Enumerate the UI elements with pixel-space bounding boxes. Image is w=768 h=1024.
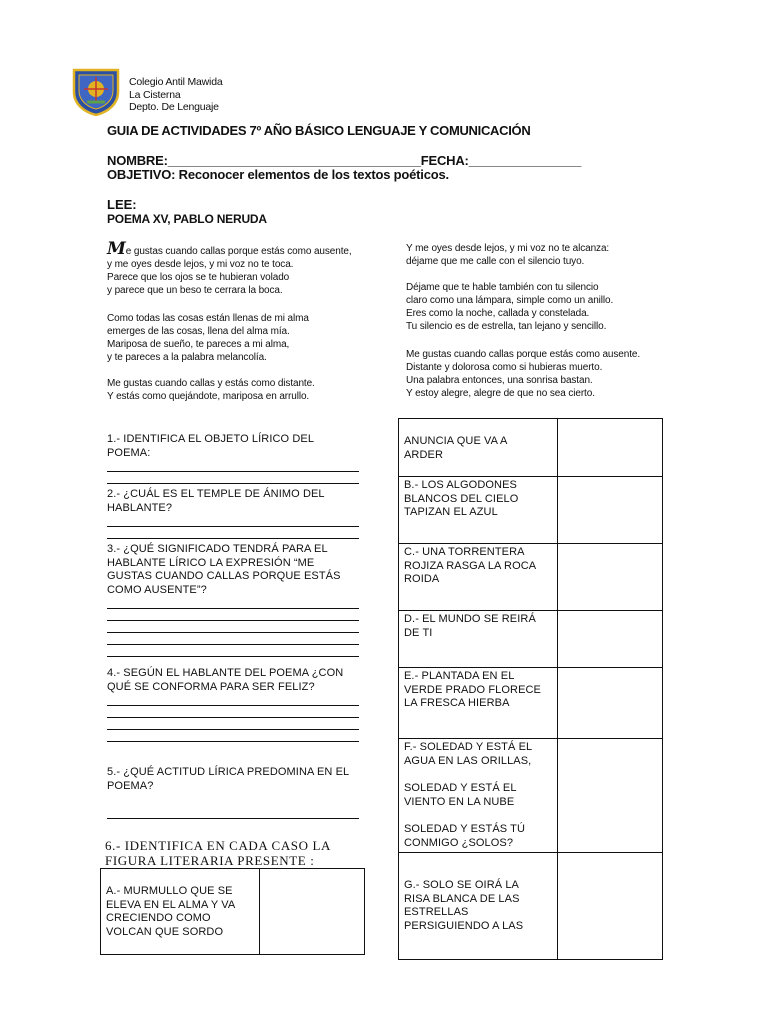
school-crest-logo xyxy=(70,66,122,116)
answer-line[interactable] xyxy=(107,706,359,718)
poem-line: Me gustas cuando callas y estás como distante. xyxy=(107,378,315,389)
poem-line: Eres como la noche, callada y constelada. xyxy=(406,308,590,319)
poem-line: y parece que un beso te cerrara la boca. xyxy=(107,285,283,296)
poem-line: Mariposa de sueño, te pareces a mi alma, xyxy=(107,339,290,350)
question-text: POEMA: xyxy=(107,446,151,459)
answer-line[interactable] xyxy=(107,730,359,742)
poem-line: emerges de las cosas, llena del alma mía. xyxy=(107,326,290,337)
school-location: La Cisterna xyxy=(129,88,181,101)
poem-line: Y estás como quejándote, mariposa en arrullo. xyxy=(107,391,310,402)
poem-stanza-5 xyxy=(406,281,613,333)
answer-line[interactable] xyxy=(107,645,359,657)
poem-title: POEMA XV, PABLO NERUDA xyxy=(107,212,267,226)
figure-text: B.- LOS ALGODONES xyxy=(404,479,517,491)
spacer xyxy=(404,809,552,823)
figure-text: SOLEDAD Y ESTÁS TÚ xyxy=(404,823,526,835)
answer-line[interactable] xyxy=(107,621,359,633)
figure-text: VIENTO EN LA NUBE xyxy=(404,795,515,808)
poem-line: Me gustas cuando callas porque estás como ausente. xyxy=(406,349,641,360)
question-1 xyxy=(107,433,369,484)
figure-text: PERSIGUIENDO A LAS xyxy=(404,919,524,932)
answer-cell[interactable] xyxy=(260,869,365,955)
poem-stanza-4 xyxy=(406,242,609,268)
table-row xyxy=(101,869,365,955)
figure-cell-d xyxy=(399,611,558,668)
poem-line: Tu silencio es de estrella, tan lejano y sencillo. xyxy=(406,321,607,332)
answer-line[interactable] xyxy=(107,633,359,645)
objective: OBJETIVO: Reconocer elementos de los textos poéticos. xyxy=(107,167,449,182)
school-department: Depto. De Lenguaje xyxy=(129,101,219,113)
table-row xyxy=(399,739,663,853)
question-text: FIGURA LITERARIA PRESENTE : xyxy=(105,853,315,868)
figure-cell-e xyxy=(399,668,558,739)
poem-stanza-3 xyxy=(107,377,315,403)
table-row xyxy=(399,477,663,544)
figure-text: CONMIGO ¿SOLOS? xyxy=(404,836,514,849)
answer-line[interactable] xyxy=(107,609,359,621)
figure-text: G.- SOLO SE OIRÁ LA xyxy=(404,879,519,891)
poem-line: Parece que los ojos se te hubieran volado xyxy=(107,272,290,283)
poem-line: Y estoy alegre, alegre de que no sea cierto. xyxy=(406,388,595,399)
drop-cap: M xyxy=(107,239,126,259)
answer-line[interactable] xyxy=(107,527,359,539)
figure-text: ELEVA EN EL ALMA Y VA xyxy=(106,898,236,911)
figure-cell-g xyxy=(399,853,558,960)
figure-cell-b xyxy=(399,477,558,544)
poem-line: Distante y dolorosa como si hubieras muerto. xyxy=(406,362,603,373)
table-row xyxy=(399,419,663,477)
table-row xyxy=(399,853,663,960)
figure-cell-a xyxy=(101,869,260,955)
spacer xyxy=(404,768,552,782)
poem-line: y te pareces a la palabra melancolía. xyxy=(107,352,267,363)
school-info xyxy=(129,76,222,114)
question-6 xyxy=(105,838,331,868)
page-title: GUIA DE ACTIVIDADES 7º AÑO BÁSICO LENGUAJE Y COMUNICACIÓN xyxy=(107,123,531,138)
answer-line[interactable] xyxy=(107,694,359,706)
figure-text: ARDER xyxy=(404,448,444,461)
figure-text: RISA BLANCA DE LAS xyxy=(404,892,520,905)
poem-stanza-2 xyxy=(107,312,309,364)
figures-table-left xyxy=(100,868,365,955)
figure-cell-c xyxy=(399,544,558,611)
answer-cell[interactable] xyxy=(558,668,663,739)
school-name: Colegio Antil Mawida xyxy=(129,76,223,88)
figure-text: D.- EL MUNDO SE REIRÁ xyxy=(404,613,536,625)
answer-line[interactable] xyxy=(107,807,359,819)
poem-line: claro como una lámpara, simple como un anillo. xyxy=(406,295,614,306)
answer-cell[interactable] xyxy=(558,853,663,960)
figure-text: SOLEDAD Y ESTÁ EL xyxy=(404,782,517,794)
question-text: QUÉ SE CONFORMA PARA SER FELIZ? xyxy=(107,680,315,693)
poem-line: y me oyes desde lejos, y mi voz no te toca. xyxy=(107,259,294,270)
poem-line xyxy=(107,239,352,259)
answer-cell[interactable] xyxy=(558,419,663,477)
figure-text: E.- PLANTADA EN EL xyxy=(404,670,515,682)
figure-text: VOLCAN QUE SORDO xyxy=(106,925,224,938)
figure-text: ANUNCIA QUE VA A xyxy=(404,435,508,447)
figure-text: C.- UNA TORRENTERA xyxy=(404,546,525,558)
table-row xyxy=(399,611,663,668)
question-text: 3.- ¿QUÉ SIGNIFICADO TENDRÁ PARA EL xyxy=(107,543,328,555)
figure-text: VERDE PRADO FLORECE xyxy=(404,683,541,696)
question-text: 4.- SEGÚN EL HABLANTE DEL POEMA ¿CON xyxy=(107,667,344,679)
question-text: COMO AUSENTE”? xyxy=(107,583,207,596)
answer-cell[interactable] xyxy=(558,477,663,544)
figure-text: BLANCOS DEL CIELO xyxy=(404,492,519,505)
figure-text: ROJIZA RASGA LA ROCA xyxy=(404,559,537,572)
question-text: 1.- IDENTIFICA EL OBJETO LÍRICO DEL xyxy=(107,433,315,445)
answer-cell[interactable] xyxy=(558,739,663,853)
figure-text: LA FRESCA HIERBA xyxy=(404,697,510,709)
question-text: GUSTAS CUANDO CALLAS PORQUE ESTÁS xyxy=(107,570,341,582)
answer-line[interactable] xyxy=(107,472,359,484)
question-text: 2.- ¿CUÁL ES EL TEMPLE DE ÁNIMO DEL xyxy=(107,488,325,500)
answer-line[interactable] xyxy=(107,597,359,609)
poem-first-line: e gustas cuando callas porque estás como ausente, xyxy=(125,246,352,257)
table-row xyxy=(399,544,663,611)
figure-text: TAPIZAN EL AZUL xyxy=(404,506,498,518)
table-row xyxy=(399,668,663,739)
lee-heading: LEE: xyxy=(107,197,137,212)
figure-text: F.- SOLEDAD Y ESTÁ EL xyxy=(404,741,533,753)
question-text: HABLANTE? xyxy=(107,501,173,514)
figure-text: CRECIENDO COMO xyxy=(106,912,211,924)
answer-line[interactable] xyxy=(107,515,359,527)
answer-cell[interactable] xyxy=(558,611,663,668)
poem-line: Y me oyes desde lejos, y mi voz no te alcanza: xyxy=(406,243,610,254)
answer-line[interactable] xyxy=(107,718,359,730)
poem-line: Como todas las cosas están llenas de mi alma xyxy=(107,313,309,324)
figure-cell-f xyxy=(399,739,558,853)
question-text: HABLANTE LÍRICO LA EXPRESIÓN “ME xyxy=(107,556,315,569)
figure-text: DE TI xyxy=(404,626,433,639)
question-text: 6.- IDENTIFICA EN CADA CASO LA xyxy=(105,838,331,853)
question-3 xyxy=(107,543,369,657)
figure-cell-a-cont xyxy=(399,419,558,477)
poem-line: Una palabra entonces, una sonrisa bastan. xyxy=(406,375,593,386)
poem-stanza-6 xyxy=(406,348,640,400)
figure-text: A.- MURMULLO QUE SE xyxy=(106,885,233,897)
question-text: POEMA? xyxy=(107,779,154,792)
poem-stanza-1 xyxy=(107,239,352,297)
poem-line: Déjame que te hable también con tu silencio xyxy=(406,282,599,293)
question-2 xyxy=(107,488,369,539)
poem-line: déjame que me calle con el silencio tuyo. xyxy=(406,256,585,267)
figure-text: ESTRELLAS xyxy=(404,906,469,918)
question-4 xyxy=(107,667,369,742)
name-date-line: NOMBRE:____________________________________FECHA:________________ xyxy=(107,153,582,168)
figure-text: AGUA EN LAS ORILLAS, xyxy=(404,754,532,767)
answer-line[interactable] xyxy=(107,460,359,472)
answer-cell[interactable] xyxy=(558,544,663,611)
question-5 xyxy=(107,766,369,819)
figures-table-right xyxy=(398,418,663,960)
question-text: 5.- ¿QUÉ ACTITUD LÍRICA PREDOMINA EN EL xyxy=(107,766,350,778)
figure-text: ROIDA xyxy=(404,573,440,585)
